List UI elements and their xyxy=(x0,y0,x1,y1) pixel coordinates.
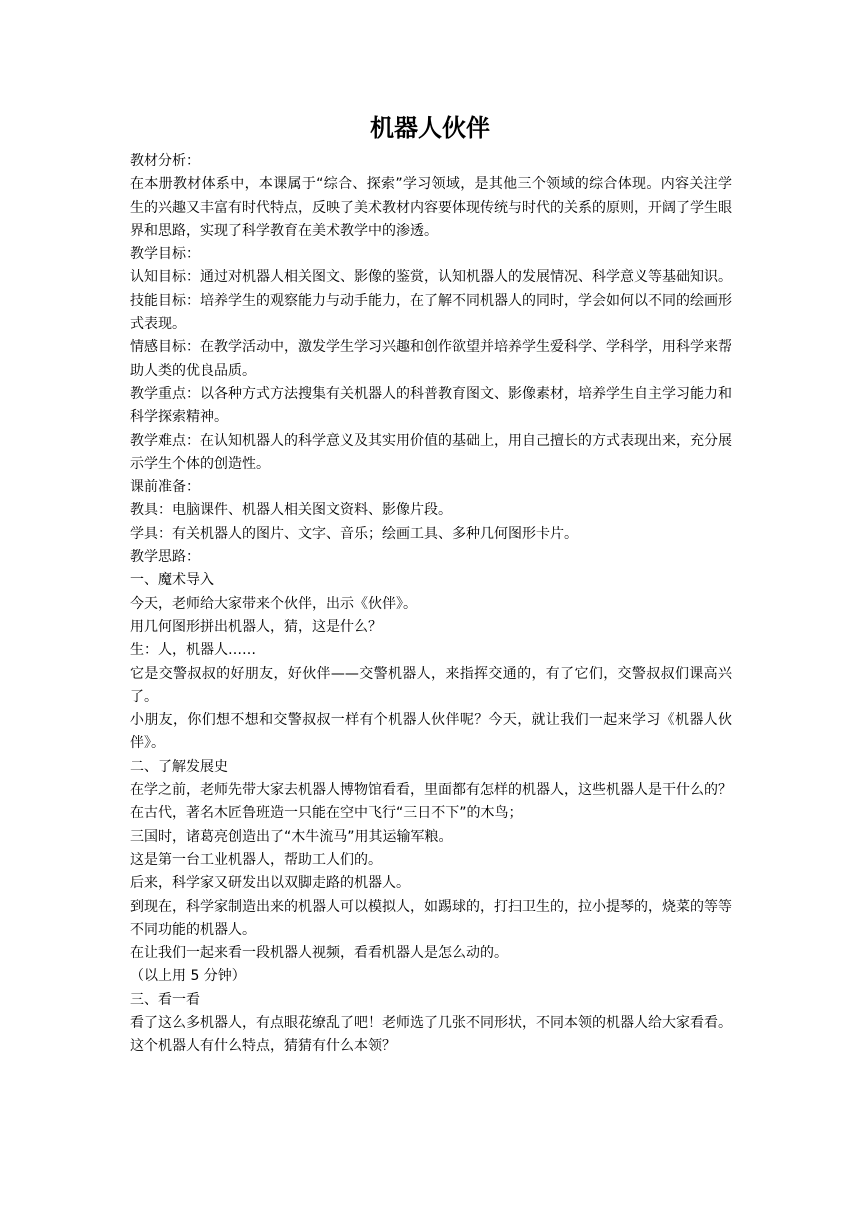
paragraph: 二、了解发展史 xyxy=(130,758,228,775)
paragraph: 它是交警叔叔的好朋友，好伙伴——交警机器人，来指挥交通的，有了它们，交警叔叔们课高兴了。 xyxy=(130,665,732,705)
paragraph: 这是第一台工业机器人，帮助工人们的。 xyxy=(130,851,382,868)
paragraph: 教学重点：以各种方式方法搜集有关机器人的科普教育图文、影像素材，培养学生自主学习能力和科学探索精神。 xyxy=(130,385,732,426)
paragraph: 这个机器人有什么特点，猜猜有什么本领？ xyxy=(130,1038,396,1055)
paragraph: 今天，老师给大家带来个伙伴，出示《伙伴》。 xyxy=(130,595,417,612)
paragraph: 课前准备： xyxy=(130,479,200,496)
paragraph: 情感目标：在教学活动中，激发学生学习兴趣和创作欲望并培养学生爱科学、学科学，用科学来帮助人类的优良品质。 xyxy=(130,339,732,379)
paragraph: （以上用 5 分钟） xyxy=(130,968,246,985)
paragraph: 技能目标：培养学生的观察能力与动手能力，在了解不同机器人的同时，学会如何以不同的绘画形式表现。 xyxy=(130,292,732,333)
paragraph: 在学之前，老师先带大家去机器人博物馆看看，里面都有怎样的机器人，这些机器人是干什么的？ xyxy=(130,782,732,799)
paragraph: 教材分析： xyxy=(130,153,200,169)
paragraph: 后来，科学家又研发出以双脚走路的机器人。 xyxy=(130,875,410,892)
paragraph: 学具：有关机器人的图片、文字、音乐；绘画工具、多种几何图形卡片。 xyxy=(130,525,578,542)
paragraph: 教学思路： xyxy=(130,549,200,566)
paragraph: 小朋友，你们想不想和交警叔叔一样有个机器人伙伴呢？今天，就让我们一起来学习《机器人伙伴》。 xyxy=(130,712,732,752)
document-title: 机器人伙伴 xyxy=(370,114,490,142)
paragraph: 三、看一看 xyxy=(130,991,200,1008)
paragraph: 在本册教材体系中，本课属于“综合、探索”学习领域，是其他三个领域的综合体现。内容关注学生的兴趣又丰富有时代特点，反映了美术教材内容要体现传统与时代的关系的原则，开阔了学生眼界和思路，实现了科学教育在美术教学中的渗透。 xyxy=(130,176,732,239)
paragraph: 生：人，机器人…… xyxy=(130,642,256,659)
paragraph: 用几何图形拼出机器人，猜，这是什么？ xyxy=(130,618,382,635)
paragraph: 教学目标： xyxy=(130,246,200,263)
paragraph: 教具：电脑课件、机器人相关图文资料、影像片段。 xyxy=(130,502,452,519)
document-body xyxy=(130,150,732,1059)
paragraph: 认知目标：通过对机器人相关图文、影像的鉴赏，认知机器人的发展情况、科学意义等基础知识。 xyxy=(130,269,732,286)
paragraph: 三国时，诸葛亮创造出了“木牛流马”用其运输军粮。 xyxy=(130,828,453,845)
paragraph: 一、魔术导入 xyxy=(130,572,214,589)
paragraph: 在让我们一起来看一段机器人视频，看看机器人是怎么动的。 xyxy=(130,945,508,962)
paragraph: 在古代，著名木匠鲁班造一只能在空中飞行“三日不下”的木鸟； xyxy=(130,805,523,822)
paragraph: 教学难点：在认知机器人的科学意义及其实用价值的基础上，用自己擅长的方式表现出来，充分展示学生个体的创造性。 xyxy=(130,432,732,472)
paragraph: 看了这么多机器人，有点眼花缭乱了吧！老师选了几张不同形状，不同本领的机器人给大家看看。 xyxy=(130,1014,732,1031)
paragraph: 到现在，科学家制造出来的机器人可以模拟人，如踢球的，打扫卫生的，拉小提琴的，烧菜的等等不同功能的机器人。 xyxy=(130,898,732,938)
